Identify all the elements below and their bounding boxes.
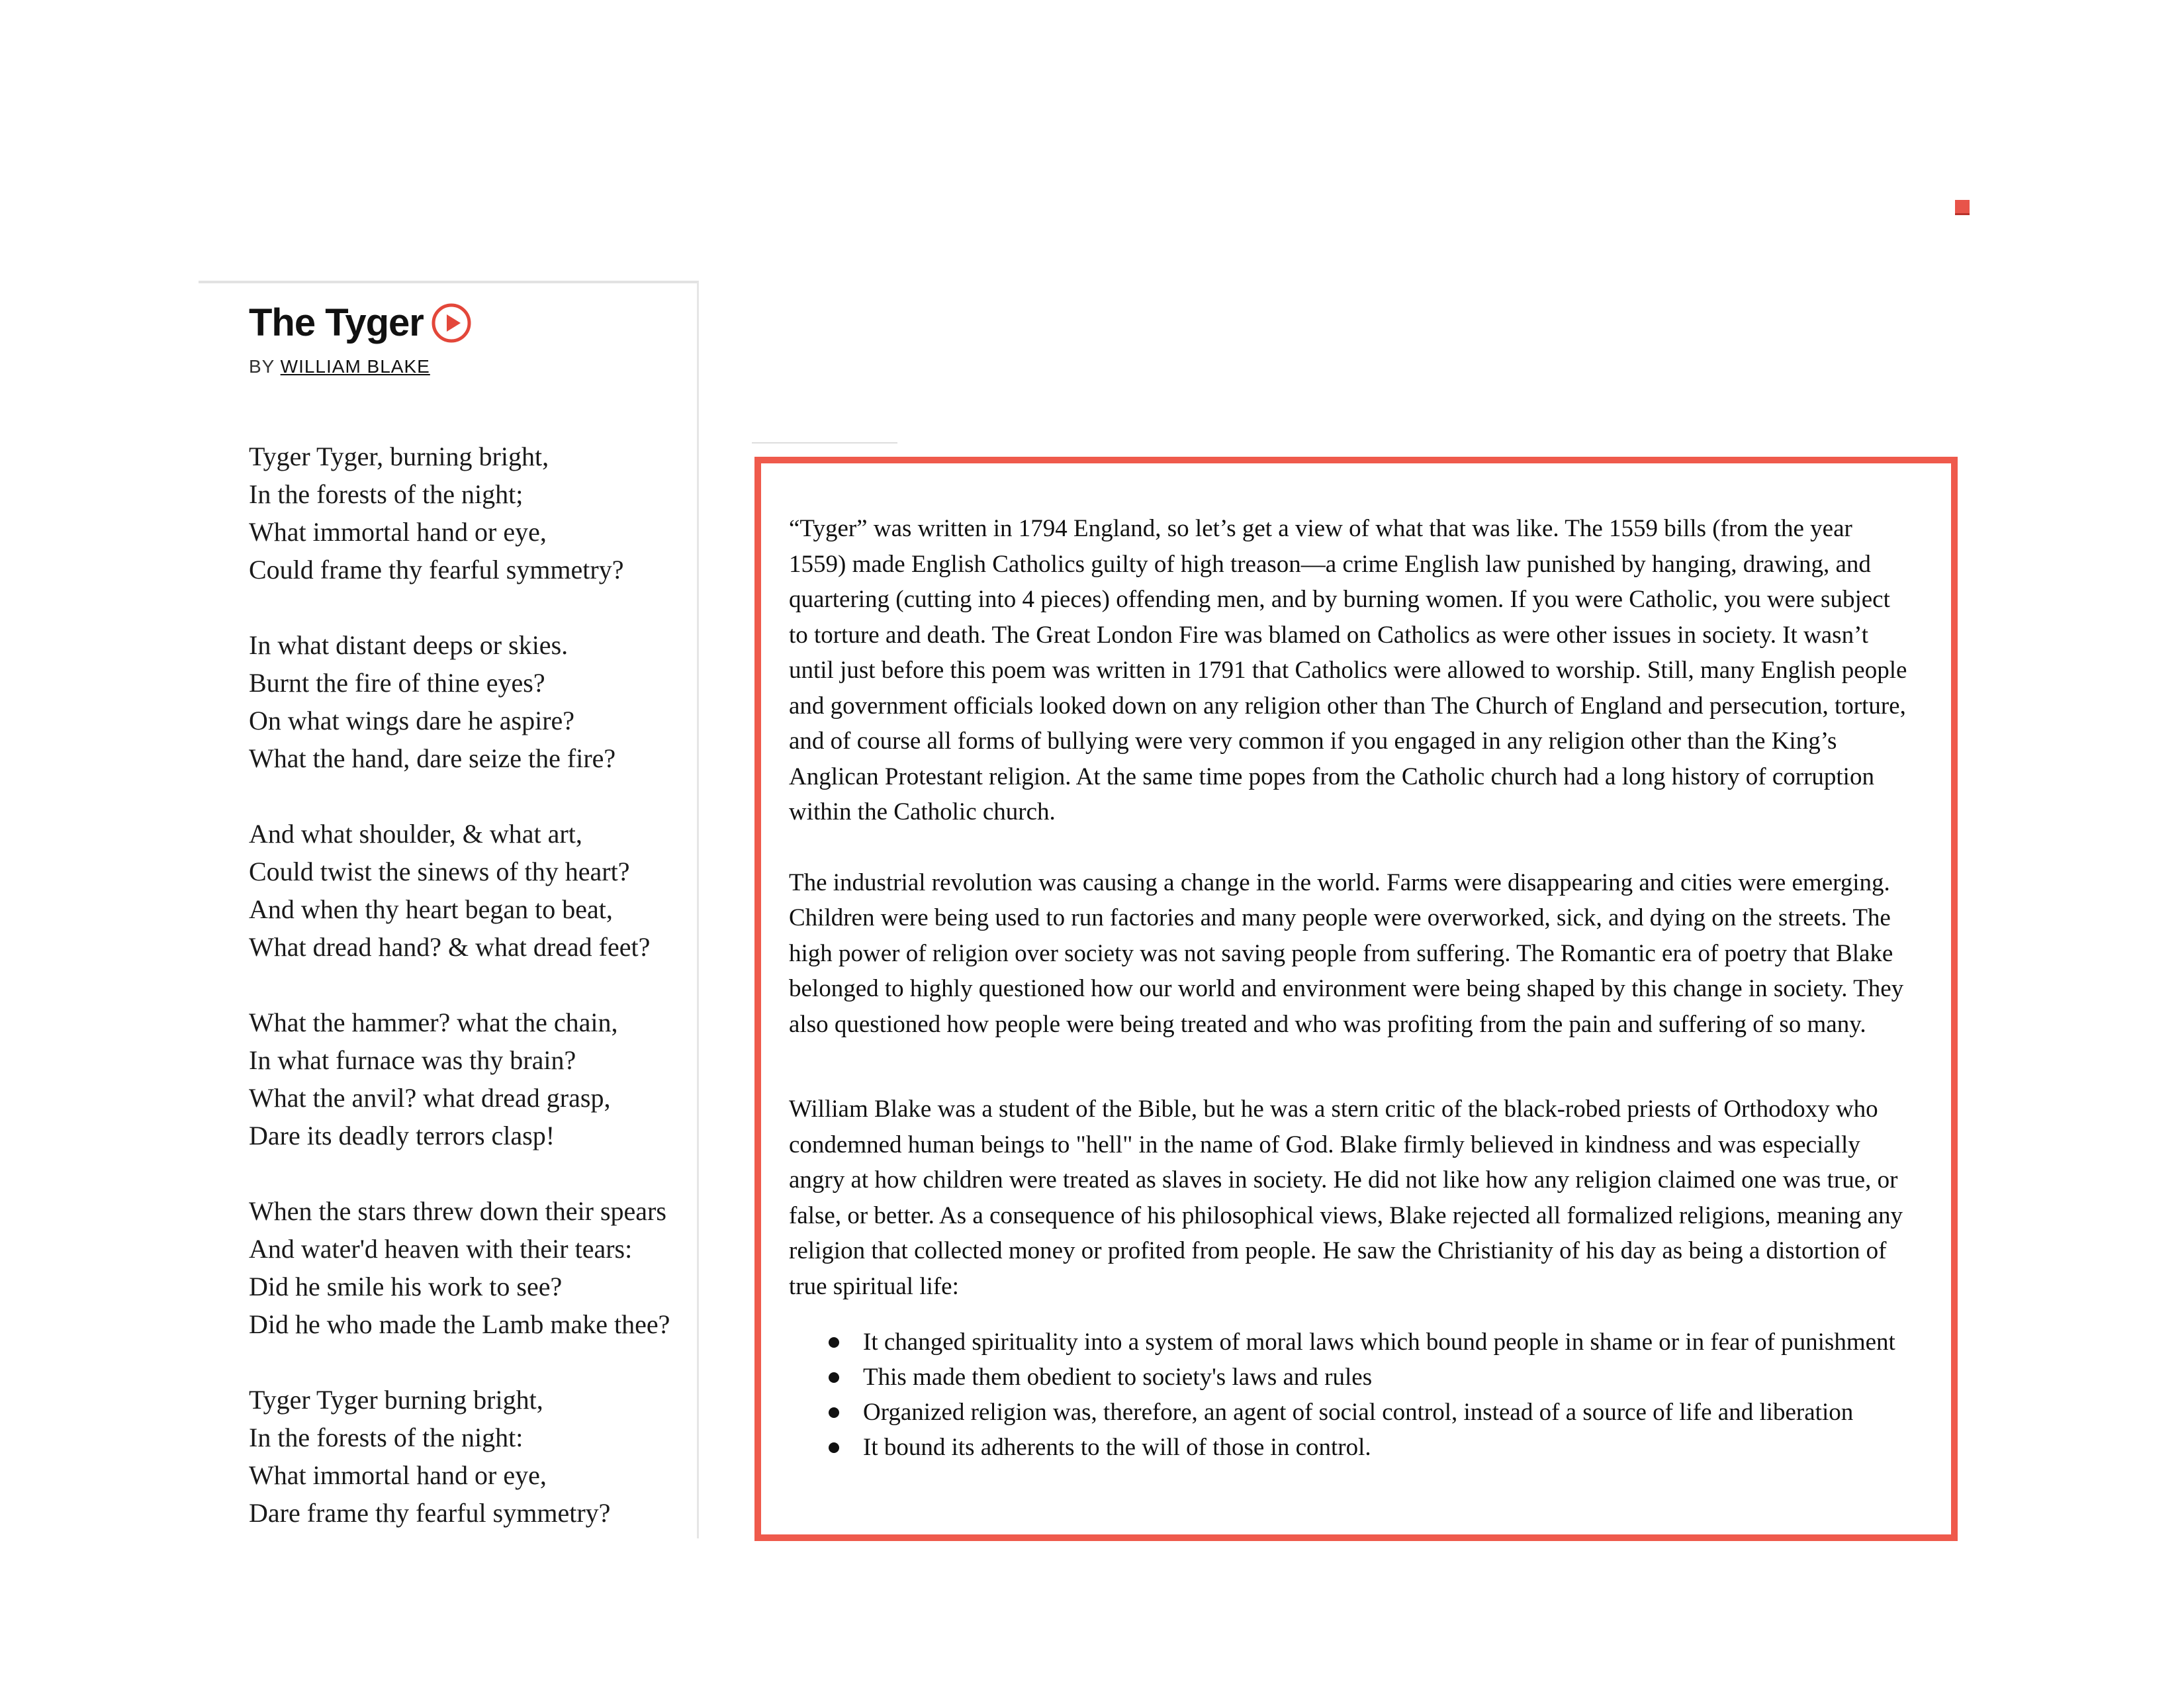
- corner-marker: [1955, 200, 1970, 215]
- bullet-item: [789, 1430, 1914, 1464]
- poem-line: Did he smile his work to see?: [249, 1272, 563, 1301]
- poem-line: Burnt the fire of thine eyes?: [249, 668, 545, 698]
- poem-line: And water'd heaven with their tears:: [249, 1234, 633, 1264]
- bullet-text: It bound its adherents to the will of those in control.: [863, 1434, 1371, 1461]
- stanza: [249, 438, 692, 588]
- bullet-text: Organized religion was, therefore, an agent of social control, instead of a source of life and liberation: [863, 1399, 1854, 1426]
- poem-line: And what shoulder, & what art,: [249, 819, 582, 849]
- poem-card: [199, 281, 699, 1538]
- stanza: [249, 1004, 692, 1154]
- poem-line: What the anvil? what dread grasp,: [249, 1083, 611, 1113]
- stanza: [249, 815, 692, 966]
- poem-line: Dare its deadly terrors clasp!: [249, 1121, 555, 1150]
- panel-tab-strip: [752, 442, 897, 444]
- stanza: [249, 1381, 692, 1532]
- bullet-icon: [829, 1407, 839, 1418]
- context-paragraph: William Blake was a student of the Bible, but he was a stern critic of the black-robed priests of Orthodoxy who condemned human beings to "hell" in the name of God. Blake firmly believed in kindness and was especially angry at how children were treated as slaves in society. He did not like how any religion claimed one was true, or false, or better. As a consequence of his philosophical views, Blake rejected all formalized religions, meaning any religion that collected money or profited from people. He saw the Christianity of his day as being a distortion of true spiritual life:: [789, 1096, 1903, 1300]
- poem-header: [249, 297, 686, 379]
- context-paragraph: The industrial revolution was causing a change in the world. Farms were disappearing and cities were emerging. Children were being used to run factories and many people were overworked, sick, and dying on the streets. The high power of religion over society was not saving people from suffering. The Romantic era of poetry that Blake belonged to highly questioned how our world and environment were being shaped by this change in society. They also questioned how people were being treated and who was profiting from the pain and suffering of so many.: [789, 868, 1904, 1038]
- bullet-list: [789, 1325, 1914, 1464]
- stanza: [249, 1192, 692, 1343]
- poem-line: Could twist the sinews of thy heart?: [249, 857, 630, 886]
- poem-line: Could frame thy fearful symmetry?: [249, 555, 624, 585]
- poem-line: In the forests of the night;: [249, 479, 523, 509]
- poem-line: Dare frame thy fearful symmetry?: [249, 1498, 611, 1528]
- poem-line: What the hand, dare seize the fire?: [249, 743, 616, 773]
- poem-line: What the hammer? what the chain,: [249, 1008, 618, 1037]
- context-content: [789, 511, 1914, 1466]
- bullet-item: [789, 1360, 1914, 1394]
- play-audio-icon[interactable]: [430, 302, 473, 344]
- poem-line: In what distant deeps or skies.: [249, 630, 569, 660]
- byline-prefix: BY: [249, 356, 275, 377]
- author-link[interactable]: WILLIAM BLAKE: [280, 356, 430, 377]
- poem-title-row: [249, 297, 686, 350]
- poem-body: [249, 438, 692, 1570]
- poem-line: Tyger Tyger burning bright,: [249, 1385, 543, 1415]
- poem-line: When the stars threw down their spears: [249, 1196, 666, 1226]
- poem-line: What immortal hand or eye,: [249, 517, 547, 547]
- context-paragraph: “Tyger” was written in 1794 England, so let’s get a view of what that was like. The 1559 bills (from the year 1559) made English Catholics guilty of high treason—a crime English law punished by hanging, drawing, and quartering (cutting into 4 pieces) offending men, and by burning women. If you were Catholic, you were subject to torture and death. The Great London Fire was blamed on Catholics as were other issues in society. It wasn’t until just before this poem was written in 1791 that Catholics were allowed to worship. Still, many English people and government officials looked down on any religion other than The Church of England and persecution, torture, and of course all forms of bullying were very common if you engaged in any religion other than the King’s Anglican Protestant religion. At the same time popes from the Catholic church had a long history of corruption within the Catholic church.: [789, 515, 1907, 825]
- bullet-item: [789, 1395, 1914, 1429]
- poem-line: What dread hand? & what dread feet?: [249, 932, 651, 962]
- poem-line: And when thy heart began to beat,: [249, 894, 613, 924]
- bullet-item: [789, 1325, 1914, 1359]
- byline: [249, 355, 686, 379]
- bullet-text: This made them obedient to society's laws and rules: [863, 1364, 1373, 1391]
- poem-line: What immortal hand or eye,: [249, 1460, 547, 1490]
- poem-line: Did he who made the Lamb make thee?: [249, 1309, 670, 1339]
- stanza: [249, 626, 692, 777]
- bullet-icon: [829, 1442, 839, 1453]
- poem-line: On what wings dare he aspire?: [249, 706, 575, 735]
- historical-context-panel: [754, 457, 1958, 1541]
- poem-line: In the forests of the night:: [249, 1423, 523, 1452]
- poem-line: Tyger Tyger, burning bright,: [249, 442, 549, 471]
- bullet-icon: [829, 1372, 839, 1383]
- poem-line: In what furnace was thy brain?: [249, 1045, 576, 1075]
- bullet-icon: [829, 1337, 839, 1348]
- poem-title: The Tyger: [249, 301, 424, 344]
- bullet-text: It changed spirituality into a system of moral laws which bound people in shame or in fear of punishment: [863, 1329, 1895, 1356]
